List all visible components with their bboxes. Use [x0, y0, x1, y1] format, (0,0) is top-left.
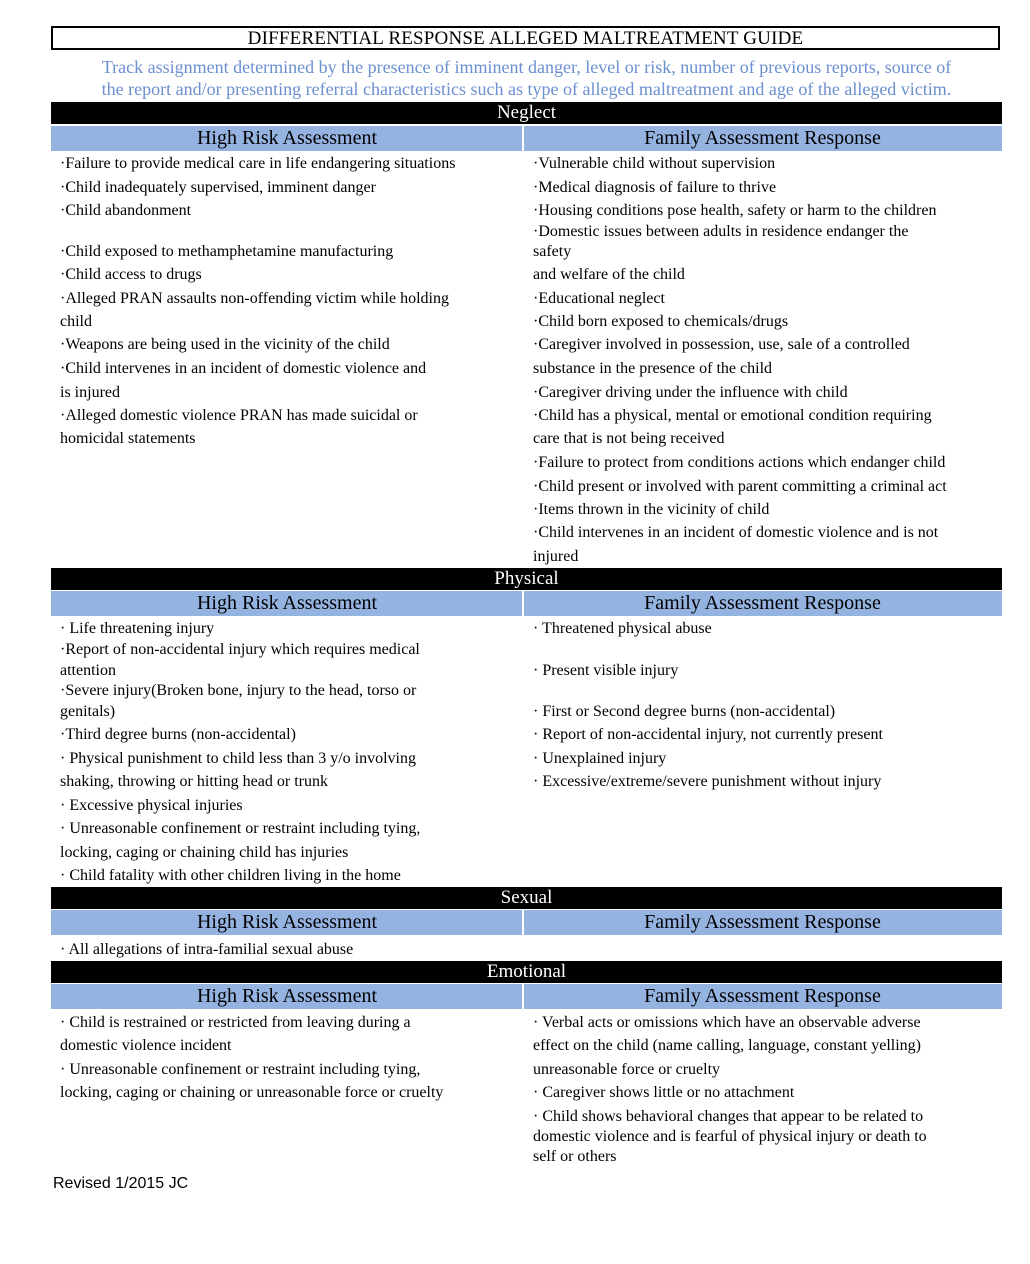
list-item: · All allegations of intra-familial sexual abuse	[60, 941, 354, 958]
list-item: · Caregiver shows little or no attachment	[533, 1084, 795, 1101]
list-item: ·Items thrown in the vicinity of child	[533, 501, 770, 518]
list-item: ·Alleged PRAN assaults non-offending victim while holding	[60, 290, 449, 307]
column-header-bar-neglect	[51, 126, 1002, 151]
list-item: · Child fatality with other children living in the home	[60, 867, 401, 884]
list-item: ·Alleged domestic violence PRAN has made suicidal or	[60, 407, 418, 424]
column-header-family-assessment: Family Assessment Response	[644, 592, 881, 614]
list-item: attention	[60, 662, 116, 679]
list-item: · Threatened physical abuse	[533, 620, 712, 637]
list-item: ·Housing conditions pose health, safety or harm to the children	[533, 202, 937, 219]
list-item: child	[60, 313, 92, 330]
list-item: domestic violence incident	[60, 1037, 232, 1054]
list-item: ·Severe injury(Broken bone, injury to the head, torso or	[60, 682, 417, 699]
list-item: · Report of non-accidental injury, not currently present	[533, 726, 883, 743]
column-header-high-risk: High Risk Assessment	[196, 127, 378, 149]
list-item: · Life threatening injury	[60, 620, 215, 637]
list-item: · Unreasonable confinement or restraint including tying,	[60, 1061, 421, 1078]
list-item: ·Child has a physical, mental or emotional condition requiring	[533, 407, 932, 424]
list-item: ·Child born exposed to chemicals/drugs	[533, 313, 789, 330]
list-item: ·Child access to drugs	[60, 266, 202, 283]
section-header-emotional: Emotional	[51, 961, 1002, 983]
list-item: safety	[533, 243, 572, 260]
list-item: · Present visible injury	[533, 662, 679, 679]
list-item: ·Child present or involved with parent committing a criminal act	[533, 478, 947, 495]
section-header-physical: Physical	[51, 568, 1002, 590]
list-item: domestic violence and is fearful of physical injury or death to	[533, 1128, 927, 1145]
list-item: shaking, throwing or hitting head or trunk	[60, 773, 328, 790]
list-item: genitals)	[60, 703, 116, 720]
list-item: care that is not being received	[533, 430, 725, 447]
column-header-high-risk: High Risk Assessment	[196, 592, 378, 614]
column-header-high-risk: High Risk Assessment	[196, 985, 378, 1007]
list-item: effect on the child (name calling, language, constant yelling)	[533, 1037, 922, 1054]
list-item: ·Child inadequately supervised, imminent danger	[60, 179, 376, 196]
list-item: · Excessive/extreme/severe punishment without injury	[533, 773, 882, 790]
list-item: ·Child intervenes in an incident of domestic violence and	[60, 360, 427, 377]
list-item: ·Caregiver driving under the influence with child	[533, 384, 848, 401]
column-header-bar-physical	[51, 591, 1002, 616]
list-item: locking, caging or chaining or unreasonable force or cruelty	[60, 1084, 444, 1101]
section-header-sexual: Sexual	[51, 887, 1002, 909]
list-item: unreasonable force or cruelty	[533, 1061, 721, 1078]
column-header-bar-sexual	[51, 910, 1002, 935]
list-item: homicidal statements	[60, 430, 196, 447]
list-item: ·Caregiver involved in possession, use, sale of a controlled	[533, 336, 910, 353]
list-item: and welfare of the child	[533, 266, 685, 283]
list-item: ·Report of non-accidental injury which requires medical	[60, 641, 420, 658]
list-item: ·Third degree burns (non-accidental)	[60, 726, 296, 743]
list-item: ·Medical diagnosis of failure to thrive	[533, 179, 777, 196]
column-header-family-assessment: Family Assessment Response	[644, 911, 881, 933]
list-item: ·Child abandonment	[60, 202, 192, 219]
list-item: ·Failure to provide medical care in life endangering situations	[60, 155, 456, 172]
list-item: · First or Second degree burns (non-accidental)	[533, 703, 836, 720]
list-item: is injured	[60, 384, 120, 401]
list-item: ·Domestic issues between adults in residence endanger the	[533, 223, 909, 240]
column-header-bar-emotional	[51, 984, 1002, 1009]
document-title: DIFFERENTIAL RESPONSE ALLEGED MALTREATMENT GUIDE	[51, 26, 1000, 50]
revision-footer: Revised 1/2015 JC	[53, 1175, 189, 1192]
list-item: injured	[533, 548, 579, 565]
subtitle	[51, 56, 1002, 100]
list-item: ·Child intervenes in an incident of domestic violence and is not	[533, 524, 939, 541]
list-item: · Excessive physical injuries	[60, 797, 243, 814]
list-item: ·Educational neglect	[533, 290, 665, 307]
list-item: substance in the presence of the child	[533, 360, 773, 377]
column-header-family-assessment: Family Assessment Response	[644, 985, 881, 1007]
subtitle-line: Track assignment determined by the presence of imminent danger, level or risk, number of previous reports, source of	[101, 57, 952, 77]
list-item: · Unexplained injury	[533, 750, 667, 767]
list-item: · Verbal acts or omissions which have an observable adverse	[533, 1014, 921, 1031]
list-item: self or others	[533, 1148, 617, 1165]
list-item: · Physical punishment to child less than 3 y/o involving	[60, 750, 416, 767]
section-header-neglect: Neglect	[51, 102, 1002, 124]
list-item: ·Failure to protect from conditions actions which endanger child	[533, 454, 946, 471]
subtitle-line: the report and/or presenting referral characteristics such as type of alleged maltreatment and age of the alleged victim.	[101, 79, 952, 99]
column-header-high-risk: High Risk Assessment	[196, 911, 378, 933]
list-item: ·Vulnerable child without supervision	[533, 155, 776, 172]
list-item: · Unreasonable confinement or restraint including tying,	[60, 820, 421, 837]
list-item: locking, caging or chaining child has injuries	[60, 844, 349, 861]
list-item: ·Child exposed to methamphetamine manufacturing	[60, 243, 394, 260]
list-item: ·Weapons are being used in the vicinity of the child	[60, 336, 390, 353]
list-item: · Child shows behavioral changes that appear to be related to	[533, 1108, 924, 1125]
column-header-family-assessment: Family Assessment Response	[644, 127, 881, 149]
list-item: · Child is restrained or restricted from leaving during a	[60, 1014, 411, 1031]
